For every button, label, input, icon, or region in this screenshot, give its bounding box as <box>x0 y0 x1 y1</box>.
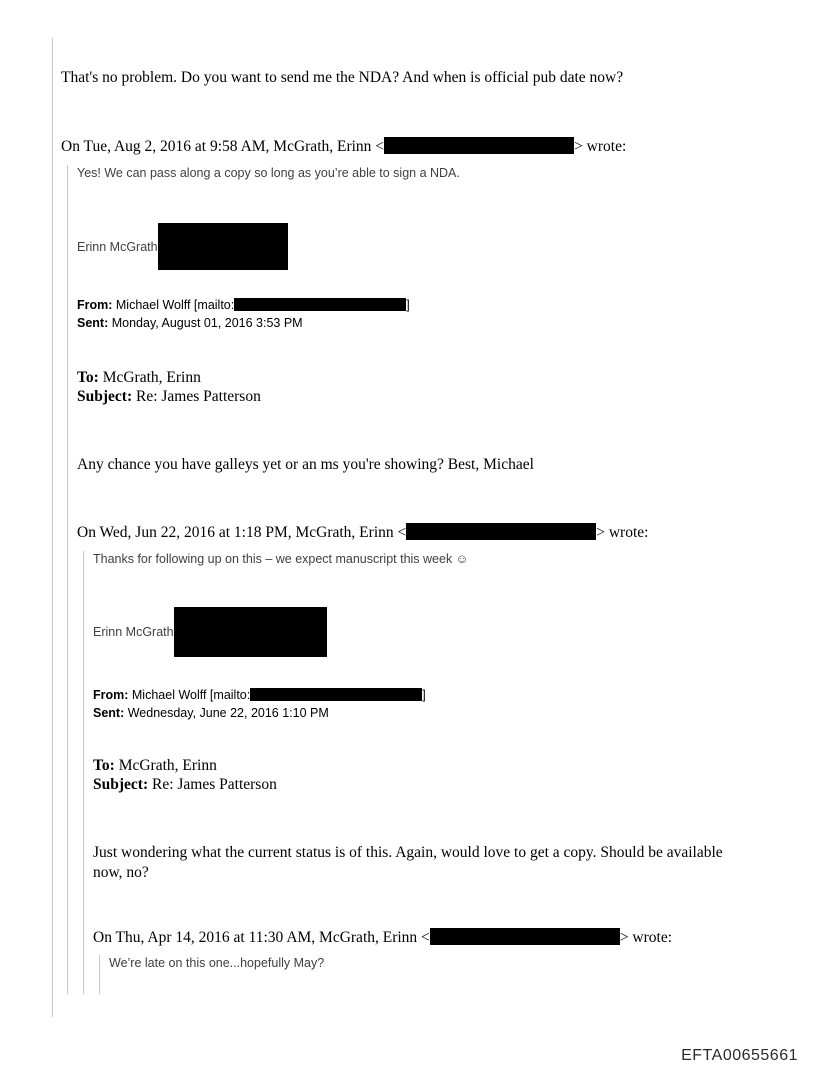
top-message-body: That's no problem. Do you want to send me the NDA? And when is official pub date now? <box>61 69 624 86</box>
attribution-3-suffix: > wrote: <box>619 929 673 946</box>
attribution-1-prefix: On Tue, Aug 2, 2016 at 9:58 AM, McGrath, Erinn < <box>61 138 385 155</box>
sent-line-1: Sent: Monday, August 01, 2016 3:53 PM <box>77 316 303 330</box>
redaction-box-mailto-1 <box>234 298 406 311</box>
redaction-box-email-1 <box>384 137 574 154</box>
redaction-box-email-3 <box>430 928 620 945</box>
attribution-line-2 <box>77 523 798 542</box>
to-label: To: <box>93 757 115 774</box>
reply-message-2-body: Just wondering what the current status is of this. Again, would love to get a copy. Should be available now, no? <box>93 844 723 881</box>
subject-line-2: Subject: Re: James Patterson <box>93 775 277 793</box>
sent-label: Sent: <box>93 706 125 720</box>
attribution-2-suffix: > wrote: <box>596 524 649 541</box>
redaction-box-signature-1 <box>158 223 288 270</box>
redaction-box-email-2 <box>406 523 596 540</box>
subject-line-1: Subject: Re: James Patterson <box>77 387 261 405</box>
email-address-block-2 <box>93 757 798 794</box>
from-label: From: <box>93 688 129 702</box>
to-label: To: <box>77 369 99 386</box>
attribution-line-1 <box>61 137 798 156</box>
from-label: From: <box>77 298 113 312</box>
from-line-2: From: Michael Wolff [mailto: ] <box>93 688 426 702</box>
quote-level-2 <box>67 165 798 994</box>
email-header-block-1 <box>77 296 798 332</box>
signature-name-2: Erinn McGrath <box>93 625 174 639</box>
to-line-1: To: McGrath, Erinn <box>77 369 201 386</box>
attribution-1-suffix: > wrote: <box>574 138 627 155</box>
subject-label: Subject: <box>93 775 149 793</box>
email-address-block-1 <box>77 369 798 406</box>
attribution-2-prefix: On Wed, Jun 22, 2016 at 1:18 PM, McGrath, Erinn < <box>77 524 407 541</box>
attribution-line-3 <box>93 928 798 947</box>
to-line-2: To: McGrath, Erinn <box>93 757 217 774</box>
redaction-box-mailto-2 <box>250 688 422 701</box>
signature-block-2 <box>93 607 798 657</box>
quote-level-4 <box>99 955 798 994</box>
from-line-1: From: Michael Wolff [mailto: ] <box>77 298 410 312</box>
sent-label: Sent: <box>77 316 109 330</box>
quoted-message-1-body: Yes! We can pass along a copy so long as you’re able to sign a NDA. <box>77 166 460 180</box>
signature-name-1: Erinn McGrath <box>77 239 158 254</box>
email-header-block-2 <box>93 686 798 722</box>
quote-level-3 <box>83 551 798 994</box>
signature-block-1 <box>77 223 798 270</box>
quoted-message-3-body: We’re late on this one...hopefully May? <box>109 956 325 970</box>
redaction-box-signature-2 <box>174 607 327 657</box>
reply-message-1-body: Any chance you have galleys yet or an ms you're showing? Best, Michael <box>77 456 534 473</box>
subject-label: Subject: <box>77 387 133 405</box>
bates-number: EFTA00655661 <box>681 1047 798 1064</box>
sent-line-2: Sent: Wednesday, June 22, 2016 1:10 PM <box>93 706 329 720</box>
attribution-3-prefix: On Thu, Apr 14, 2016 at 11:30 AM, McGrath, Erinn < <box>93 929 430 946</box>
quote-level-1 <box>52 38 798 1017</box>
quoted-message-2-body: Thanks for following up on this – we expect manuscript this week ☺ <box>93 552 469 566</box>
